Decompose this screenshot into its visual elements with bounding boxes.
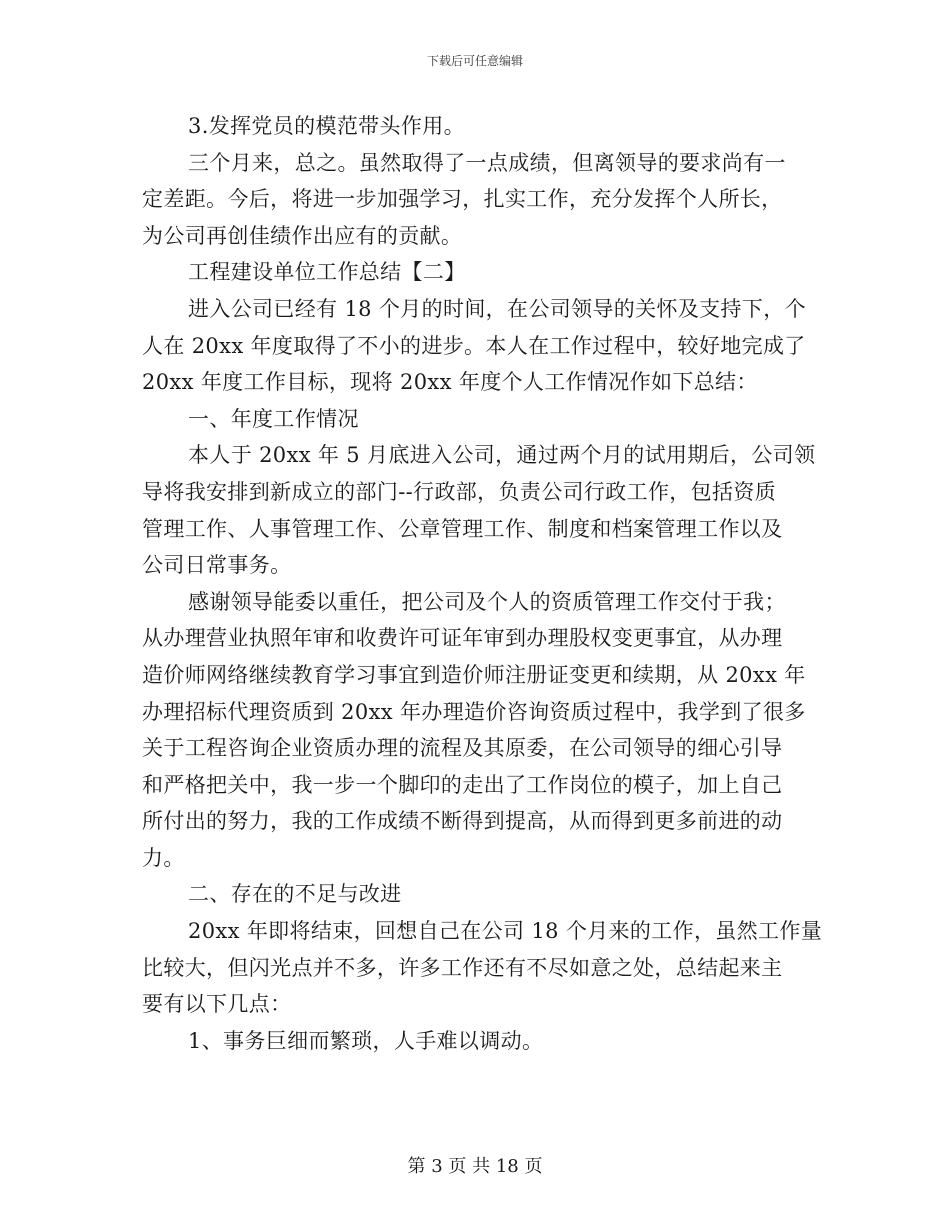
page-footer: 第 3 页 共 18 页: [407, 1156, 543, 1177]
paragraph-line: 3.发挥党员的模范带头作用。: [188, 114, 465, 138]
paragraph-line: 关于工程咨询企业资质办理的流程及其原委，在公司领导的细心引导: [142, 736, 783, 761]
paragraph-line: 所付出的努力，我的工作成绩不断得到提高，从而得到更多前进的动: [142, 809, 783, 834]
list-item: 1、事务巨细而繁琐，人手难以调动。: [188, 1028, 544, 1053]
page-header: 下载后可任意编辑: [426, 54, 523, 68]
section-heading: 一、年度工作情况: [188, 406, 359, 431]
paragraph-line: 导将我安排到新成立的部门--行政部，负责公司行政工作，包括资质: [142, 479, 777, 504]
paragraph-line: 办理招标代理资质到 20xx 年办理造价咨询资质过程中，我学到了很多: [142, 699, 806, 724]
paragraph-line: 为公司再创佳绩作出应有的贡献。: [142, 223, 463, 248]
paragraph-line: 造价师网络继续教育学习事宜到造价师注册证变更和续期，从 20xx 年: [142, 662, 806, 687]
paragraph-line: 20xx 年度工作目标，现将 20xx 年度个人工作情况作如下总结：: [142, 370, 758, 395]
paragraph-line: 从办理营业执照年审和收费许可证年审到办理股权变更事宜，从办理: [142, 626, 783, 651]
paragraph-line: 要有以下几点：: [142, 992, 292, 1017]
paragraph-line: 公司日常事务。: [142, 553, 292, 578]
paragraph-line: 定差距。今后，将进一步加强学习，扎实工作，充分发挥个人所长，: [142, 187, 783, 212]
document-body: [142, 108, 823, 1059]
paragraph-line: 进入公司已经有 18 个月的时间，在公司领导的关怀及支持下，个: [188, 296, 806, 321]
paragraph-line: 和严格把关中，我一步一个脚印的走出了工作岗位的模子，加上自己: [142, 772, 783, 797]
section-heading: 二、存在的不足与改进: [188, 882, 402, 907]
paragraph-line: 人在 20xx 年度取得了不小的进步。本人在工作过程中，较好地完成了: [142, 333, 806, 358]
paragraph-line: 力。: [142, 845, 185, 870]
section-heading: 工程建设单位工作总结【二】: [188, 260, 466, 285]
paragraph-line: 三个月来，总之。虽然取得了一点成绩，但离领导的要求尚有一: [188, 150, 786, 175]
paragraph-line: 比较大，但闪光点并不多，许多工作还有不尽如意之处，总结起来主: [142, 955, 783, 980]
paragraph-line: 管理工作、人事管理工作、公章管理工作、制度和档案管理工作以及: [142, 516, 783, 541]
paragraph-line: 20xx 年即将结束，回想自己在公司 18 个月来的工作，虽然工作量: [188, 919, 823, 944]
paragraph-line: 本人于 20xx 年 5 月底进入公司，通过两个月的试用期后，公司领: [188, 443, 816, 468]
paragraph-line: 感谢领导能委以重任，把公司及个人的资质管理工作交付于我；: [188, 589, 786, 614]
